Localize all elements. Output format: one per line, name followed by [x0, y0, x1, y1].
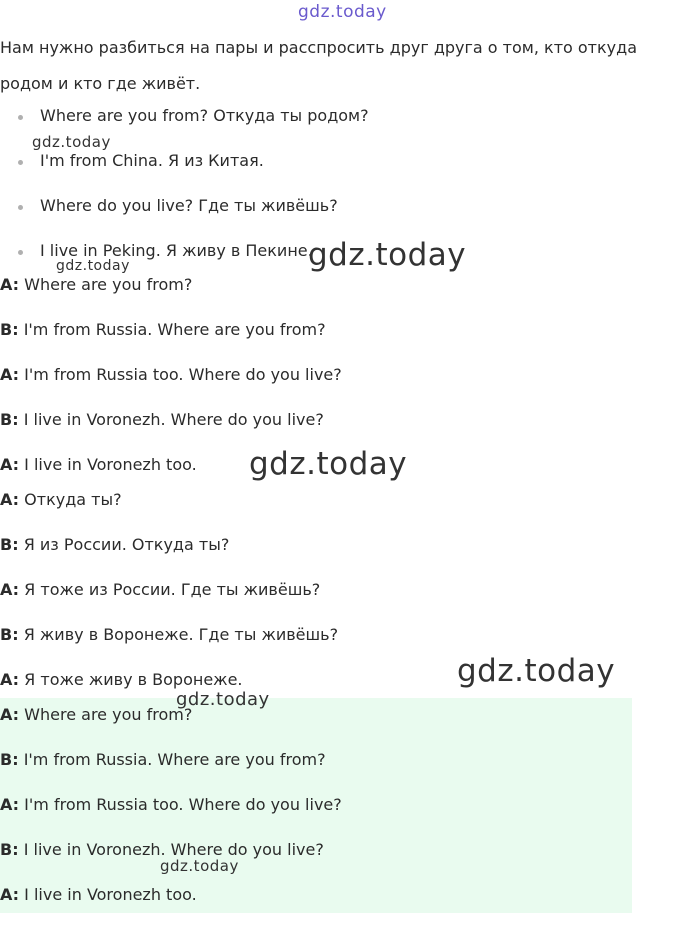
speaker-label: A:: [0, 275, 20, 294]
bullet-icon: [18, 250, 23, 255]
list-item: [0, 145, 600, 190]
watermark: gdz.today: [32, 133, 111, 151]
dialog-text: I live in Voronezh. Where do you live?: [23, 840, 324, 859]
dialog-text: Откуда ты?: [24, 490, 122, 509]
dialog-text: I live in Voronezh. Where do you live?: [23, 410, 324, 429]
dialog-line: [0, 575, 632, 620]
watermark: gdz.today: [249, 446, 408, 482]
dialog-text: Where are you from?: [24, 705, 193, 724]
speaker-label: B:: [0, 840, 19, 859]
dialog-text: I'm from Russia too. Where do you live?: [24, 365, 342, 384]
dialog-text: Я тоже живу в Воронеже.: [24, 670, 243, 689]
speaker-label: A:: [0, 705, 20, 724]
speaker-label: A:: [0, 795, 20, 814]
dialog-line: [0, 745, 632, 790]
dialog-highlighted: [0, 698, 632, 913]
dialog-text: I'm from Russia. Where are you from?: [23, 750, 326, 769]
speaker-label: B:: [0, 625, 19, 644]
phrase-text: I live in Peking. Я живу в Пекине.: [40, 241, 313, 260]
dialog-line: [0, 270, 632, 315]
dialog-text: Я из России. Откуда ты?: [23, 535, 230, 554]
bullet-icon: [18, 205, 23, 210]
dialog-text: Where are you from?: [24, 275, 193, 294]
dialog-text: I'm from Russia too. Where do you live?: [24, 795, 342, 814]
watermark: gdz.today: [160, 857, 239, 875]
dialog-line: [0, 790, 632, 835]
phrase-text: Where are you from? Откуда ты родом?: [40, 106, 369, 125]
speaker-label: B:: [0, 320, 19, 339]
bullet-icon: [18, 115, 23, 120]
watermark: gdz.today: [457, 653, 616, 689]
watermark-top: gdz.today: [298, 2, 387, 22]
dialog-line: [0, 485, 632, 530]
list-item: [0, 190, 600, 235]
watermark: gdz.today: [56, 258, 130, 274]
speaker-label: A:: [0, 490, 20, 509]
dialog-line: [0, 405, 632, 450]
speaker-label: B:: [0, 410, 19, 429]
dialog-text: Я тоже из России. Где ты живёшь?: [24, 580, 321, 599]
speaker-label: A:: [0, 670, 20, 689]
dialog-line: [0, 835, 632, 880]
intro-paragraph: Нам нужно разбиться на пары и расспросить друг друга о том, кто откуда родом и кто где живёт.: [0, 38, 637, 93]
dialog-line: [0, 360, 632, 405]
speaker-label: A:: [0, 580, 20, 599]
speaker-label: A:: [0, 455, 20, 474]
dialog-text: I live in Voronezh too.: [24, 885, 197, 904]
speaker-label: A:: [0, 365, 20, 384]
dialog-line: [0, 315, 632, 360]
dialog-text: I'm from Russia. Where are you from?: [23, 320, 326, 339]
dialog-line: [0, 880, 632, 925]
speaker-label: B:: [0, 535, 19, 554]
bullet-icon: [18, 160, 23, 165]
phrase-list: [0, 100, 600, 280]
watermark: gdz.today: [308, 237, 467, 273]
speaker-label: B:: [0, 750, 19, 769]
dialog-text: Я живу в Воронеже. Где ты живёшь?: [23, 625, 339, 644]
dialog-text: I live in Voronezh too.: [24, 455, 197, 474]
speaker-label: A:: [0, 885, 20, 904]
phrase-text: Where do you live? Где ты живёшь?: [40, 196, 338, 215]
watermark: gdz.today: [176, 689, 270, 710]
dialog-line: [0, 700, 632, 745]
dialog-line: [0, 530, 632, 575]
phrase-text: I'm from China. Я из Китая.: [40, 151, 264, 170]
